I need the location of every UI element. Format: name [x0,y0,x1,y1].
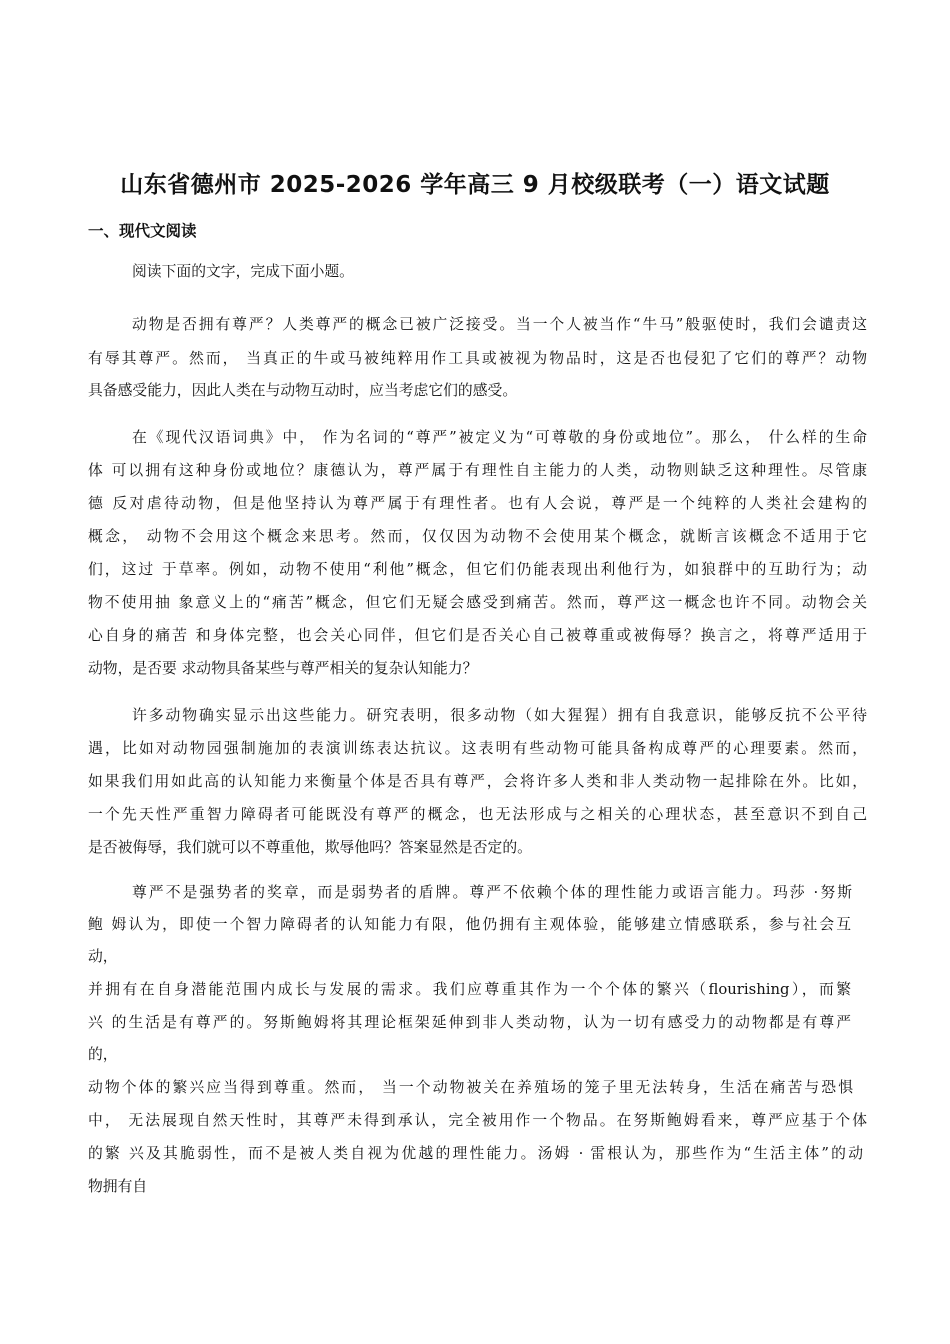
document-title: 山东省德州市 2025-2026 学年高三 9 月校级联考（一）语文试题 [120,172,830,198]
passage-line: 在《现代汉语词典》中， 作为名词的“尊严”被定义为“可尊敬的身份或地位”。那么， 什么样的生命 [132,429,867,446]
passage-line: 并拥有在自身潜能范围内成长与发展的需求。我们应尊重其作为一个个体的繁兴（flourishing），而繁 [88,981,851,998]
passage-line: 如果我们用如此高的认知能力来衡量个体是否具有尊严，会将许多人类和非人类动物一起排除在外。比如， [88,773,867,790]
passage-line: 动物是否拥有尊严？人类尊严的概念已被广泛接受。当一个人被当作“牛马”般驱使时，我们会谴责这 [132,316,867,333]
passage-line: 动物个体的繁兴应当得到尊重。然而， 当一个动物被关在养殖场的笼子里无法转身，生活在痛苦与恐惧 [88,1079,853,1096]
passage-line: 遇，比如对动物园强制施加的表演训练表达抗议。这表明有些动物可能具备构成尊严的心理要素。然而， [88,740,867,757]
passage-line: 中， 无法展现自然天性时，其尊严未得到承认，完全被用作一个物品。在努斯鲍姆看来，尊严应基于个体 [88,1112,867,1129]
passage-line: 物拥有自 [88,1178,148,1195]
passage-line: 德 反对虐待动物，但是他坚持认为尊严属于有理性者。也有人会说，尊严是一个纯粹的人类社会建构的 [88,495,867,512]
passage-line: 的繁 兴及其脆弱性，而不是被人类自视为优越的理性能力。汤姆 · 雷根认为，那些作为“生活主体”的动 [88,1145,863,1162]
passage-line: 体 可以拥有这种身份或地位？康德认为，尊严属于有理性自主能力的人类，动物则缺乏这种理性。尽管康 [88,462,867,479]
passage-line: 有辱其尊严。然而， 当真正的牛或马被纯粹用作工具或被视为物品时，这是否也侵犯了它们的尊严？动物 [88,350,867,367]
passage-line: 的， [88,1046,118,1063]
passage-line: 兴 的生活是有尊严的。努斯鲍姆将其理论框架延伸到非人类动物，认为一切有感受力的动物都是有尊严 [88,1014,851,1031]
passage-line: 心自身的痛苦 和身体完整，也会关心同伴，但它们是否关心自己被尊重或被侮辱？换言之，将尊严适用于 [88,627,867,644]
passage-line: 概念， 动物不会用这个概念来思考。然而，仅仅因为动物不会使用某个概念，就断言该概念不适用于它 [88,528,867,545]
passage-line: 一个先天性严重智力障碍者可能既没有尊严的概念，也无法形成与之相关的心理状态，甚至意识不到自己 [88,806,867,823]
passage-line: 动物，是否要 求动物具备某些与尊严相关的复杂认知能力？ [88,660,478,677]
passage-line: 动， [88,948,118,965]
passage-line: 们，这过 于草率。例如，动物不使用“利他”概念，但它们仍能表现出利他行为，如狼群中的互助行为；动 [88,561,867,578]
passage-line: 尊严不是强势者的奖章，而是弱势者的盾牌。尊严不依赖个体的理性能力或语言能力。玛莎 ·努斯 [132,884,852,901]
passage-line: 物不使用抽 象意义上的“痛苦”概念，但它们无疑会感受到痛苦。然而，尊严这一概念也许不同。动物会关 [88,594,867,611]
passage-line: 许多动物确实显示出这些能力。研究表明，很多动物（如大猩猩）拥有自我意识，能够反抗不公平待 [132,707,867,724]
passage-line: 是否被侮辱，我们就可以不尊重他，欺辱他吗？答案显然是否定的。 [88,839,532,856]
section-heading: 一、现代文阅读 [88,222,197,240]
reading-instruction: 阅读下面的文字，完成下面小题。 [132,263,354,280]
passage-line: 具备感受能力，因此人类在与动物互动时，应当考虑它们的感受。 [88,382,518,399]
passage-line: 鲍 姆认为，即使一个智力障碍者的认知能力有限，他仍拥有主观体验，能够建立情感联系，参与社会互 [88,916,851,933]
